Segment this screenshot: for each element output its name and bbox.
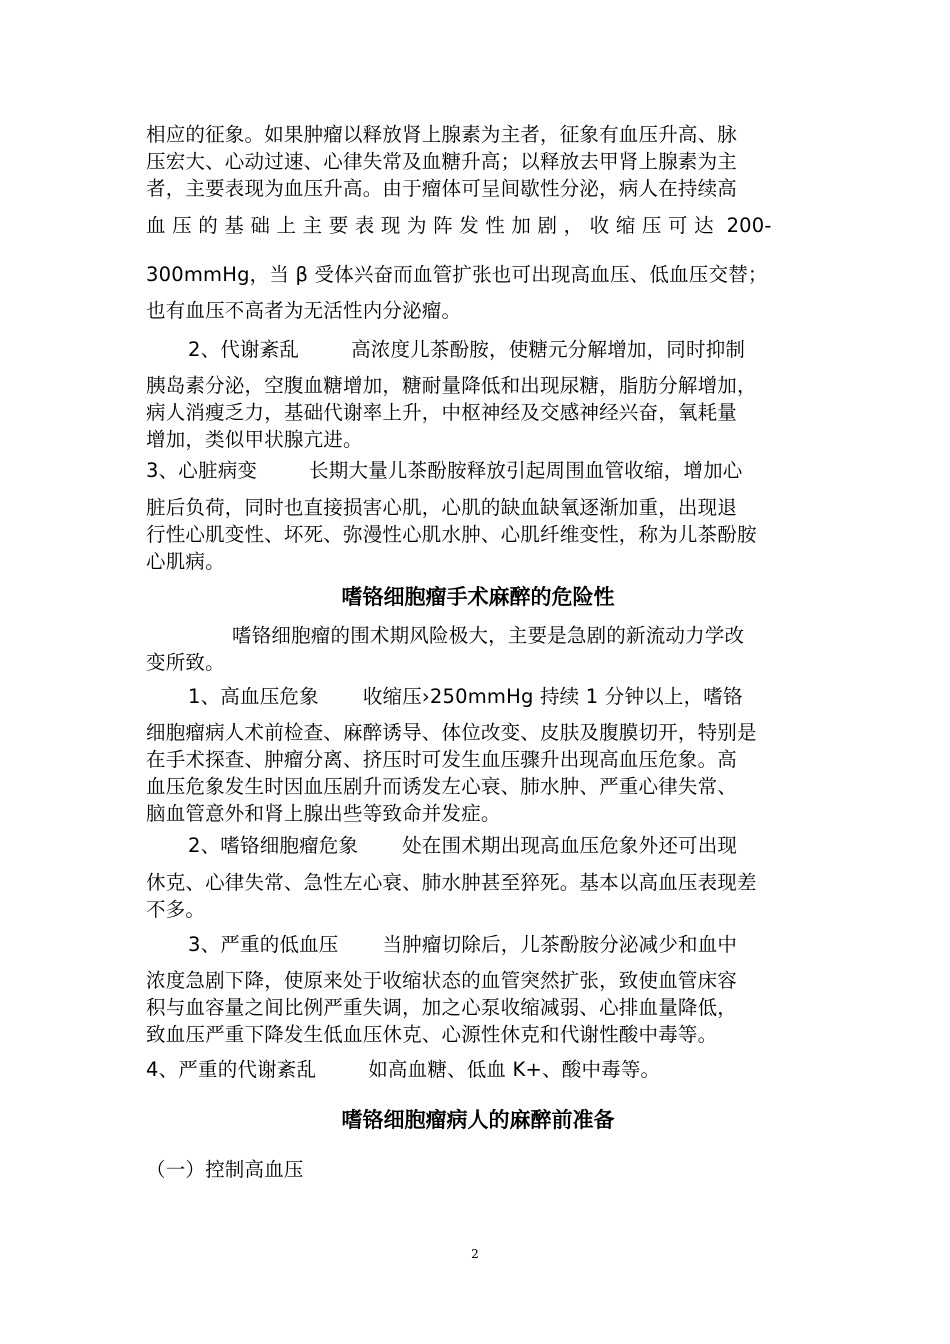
text-line: 在手术探查、肿瘤分离、挤压时可发生血压骤升出现高血压危象。高 xyxy=(146,748,738,771)
page-number: 2 xyxy=(471,1247,479,1261)
text-segment: 处在围术期出现高血压危象外还可出现 xyxy=(402,834,738,857)
text-line: 细胞瘤病人术前检查、麻醉诱导、体位改变、皮肤及腹膜切开，特别是 xyxy=(146,721,757,744)
paragraph-hypertensive-crisis xyxy=(146,683,810,710)
text-line: 致血压严重下降发生低血压休克、心源性休克和代谢性酸中毒等。 xyxy=(146,1023,718,1046)
paragraph-severe-hypotension xyxy=(146,931,810,958)
paragraph-perioperative-risk xyxy=(146,622,810,676)
text-segment: 当肿瘤切除后，儿茶酚胺分泌减少和血中 xyxy=(382,933,738,956)
paragraph-heart-disease xyxy=(146,457,810,484)
section-label: 2、代谢紊乱 xyxy=(188,338,300,361)
text-line: 相应的征象。如果肿瘤以释放肾上腺素为主者，征象有血压升高、脉 xyxy=(146,123,738,146)
paragraph-clinical-signs-cont2 xyxy=(146,261,810,288)
paragraph-severe-hypotension-cont xyxy=(146,967,810,1048)
text-line xyxy=(146,931,810,958)
section-heading: 嗜铬细胞瘤病人的麻醉前准备 xyxy=(341,1108,615,1132)
text-line xyxy=(146,336,810,363)
text-line: 300mmHg，当 β 受体兴奋而血管扩张也可出现高血压、低血压交替； xyxy=(146,263,768,286)
text-line: 心肌病。 xyxy=(146,550,225,573)
text-line xyxy=(146,1056,810,1083)
paragraph-severe-metabolic xyxy=(146,1056,810,1083)
text-line xyxy=(146,622,810,649)
text-line: 也有血压不高者为无活性内分泌瘤。 xyxy=(146,299,462,322)
section-label: 4、严重的代谢紊乱 xyxy=(146,1058,317,1081)
text-line xyxy=(146,683,810,710)
text-line: 积与血容量之间比例严重失调，加之心泵收缩减弱、心排血量降低， xyxy=(146,996,738,1019)
text-line: 血压危象发生时因血压剧升而诱发左心衰、肺水肿、严重心律失常、 xyxy=(146,775,738,798)
text-line: 者，主要表现为血压升高。由于瘤体可呈间歇性分泌，病人在持续高 xyxy=(146,177,738,200)
paragraph-pheo-crisis-cont xyxy=(146,869,810,923)
paragraph-clinical-signs-cont xyxy=(146,212,810,239)
paragraph-control-hypertension xyxy=(146,1156,810,1183)
text-line xyxy=(146,832,810,859)
section-label: 2、嗜铬细胞瘤危象 xyxy=(188,834,359,857)
text-segment: 如高血糖、低血 K+、酸中毒等。 xyxy=(368,1058,661,1081)
paragraph-metabolic-disorder-cont xyxy=(146,372,810,453)
paragraph-pheo-crisis xyxy=(146,832,810,859)
text-line: 休克、心律失常、急性左心衰、肺水肿甚至猝死。基本以高血压表现差 xyxy=(146,871,757,894)
text-line: 不多。 xyxy=(146,898,206,921)
paragraph-metabolic-disorder xyxy=(146,336,810,363)
section-label: 3、严重的低血压 xyxy=(188,933,339,956)
paragraph-clinical-signs xyxy=(146,121,810,202)
text-line: 病人消瘦乏力，基础代谢率上升，中枢神经及交感神经兴奋，氧耗量 xyxy=(146,401,738,424)
section-label: 1、高血压危象 xyxy=(188,685,319,708)
text-segment: 收缩压›250mmHg 持续 1 分钟以上，嗜铬 xyxy=(362,685,743,708)
text-line: 压宏大、心动过速、心律失常及血糖升高；以释放去甲肾上腺素为主 xyxy=(146,150,738,173)
text-line: 增加，类似甲状腺亢进。 xyxy=(146,428,363,451)
text-line: 血 压 的 基 础 上 主 要 表 现 为 阵 发 性 加 剧 ， 收 缩 压 可 达 200- xyxy=(146,214,772,237)
text-line xyxy=(146,457,810,484)
paragraph-clinical-signs-cont3 xyxy=(146,297,810,324)
text-segment: 高浓度儿茶酚胺，使糖元分解增加，同时抑制 xyxy=(351,338,746,361)
paragraph-heart-disease-cont xyxy=(146,494,810,575)
text-segment: 长期大量儿茶酚胺释放引起周围血管收缩，增加心 xyxy=(309,459,743,482)
text-line: 胰岛素分泌，空腹血糖增加，糖耐量降低和出现尿糖，脂肪分解增加， xyxy=(146,374,757,397)
section-label: 3、心脏病变 xyxy=(146,459,258,482)
section-heading: 嗜铬细胞瘤手术麻醉的危险性 xyxy=(341,585,615,609)
text-line: 行性心肌变性、坏死、弥漫性心肌水肿、心肌纤维变性，称为儿茶酚胺 xyxy=(146,523,757,546)
text-line: 浓度急剧下降，使原来处于收缩状态的血管突然扩张，致使血管床容 xyxy=(146,969,738,992)
text-line: （一）控制高血压 xyxy=(146,1158,304,1181)
text-line: 脏后负荷，同时也直接损害心肌，心肌的缺血缺氧逐渐加重，出现退 xyxy=(146,496,738,519)
paragraph-hypertensive-crisis-cont xyxy=(146,719,810,827)
text-line: 脑血管意外和肾上腺出些等致命并发症。 xyxy=(146,802,501,825)
text-segment: 嗜铬细胞瘤的围术期风险极大，主要是急剧的新流动力学改 xyxy=(232,624,745,647)
text-line: 变所致。 xyxy=(146,651,225,674)
